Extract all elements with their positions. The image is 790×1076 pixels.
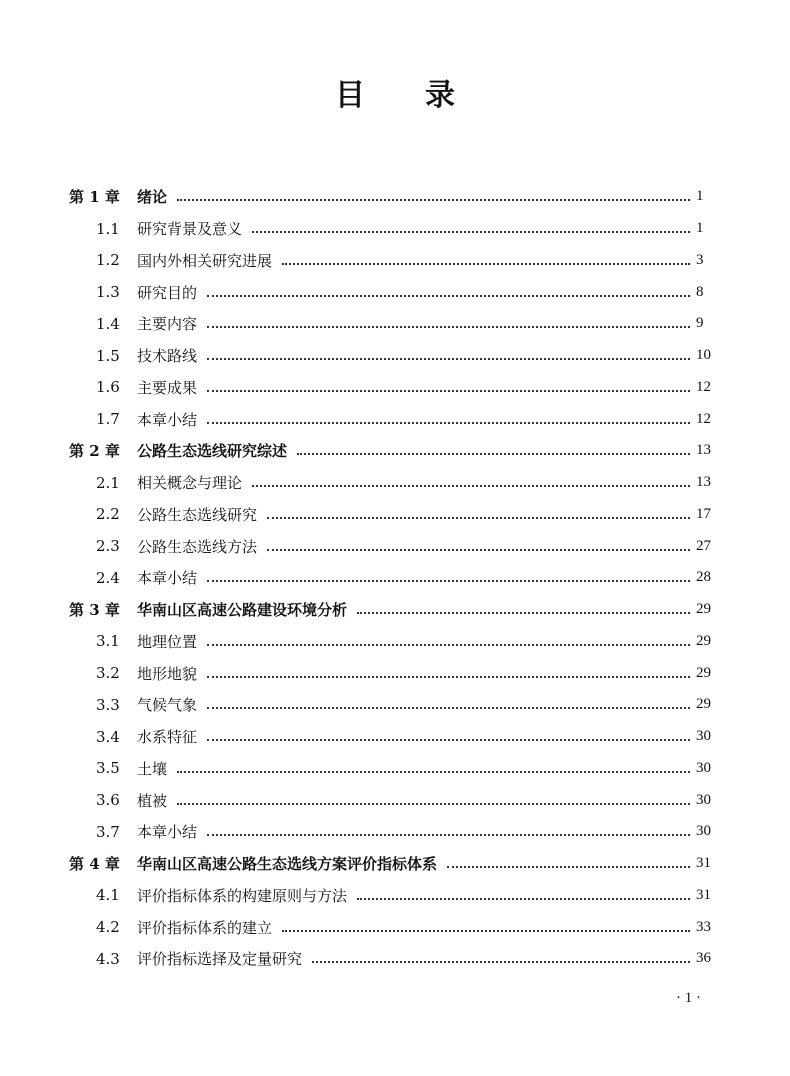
toc-entry-number: 2.2 <box>96 505 120 524</box>
toc-entry-page: 9 <box>696 315 704 332</box>
table-of-contents <box>0 181 790 975</box>
toc-entry-label: 地形地貌 <box>137 664 198 683</box>
toc-entry-label: 技术路线 <box>137 347 198 366</box>
toc-section-row[interactable] <box>0 943 790 975</box>
dot-leader <box>297 452 690 455</box>
dot-leader <box>177 770 690 773</box>
toc-section-row[interactable] <box>0 276 790 308</box>
dot-leader <box>282 929 690 932</box>
toc-entry-page: 31 <box>696 855 711 872</box>
toc-section-row[interactable] <box>0 467 790 499</box>
toc-entry-page: 30 <box>696 759 711 776</box>
toc-section-row[interactable] <box>0 753 790 785</box>
dot-leader <box>207 643 690 646</box>
toc-entry-label: 绪论 <box>137 188 168 207</box>
toc-section-row[interactable] <box>0 308 790 340</box>
toc-section-row[interactable] <box>0 245 790 277</box>
toc-entry-number: 第 2 章 <box>69 442 120 461</box>
dot-leader <box>357 611 690 614</box>
page-title <box>0 70 790 114</box>
dot-leader <box>207 389 690 392</box>
dot-leader <box>252 484 690 487</box>
toc-entry-page: 30 <box>696 791 711 808</box>
toc-entry-label: 气候气象 <box>137 696 198 715</box>
toc-entry-label: 地理位置 <box>137 632 198 651</box>
toc-chapter-row[interactable] <box>0 181 790 213</box>
toc-entry-page: 3 <box>696 251 704 268</box>
toc-entry-number: 第 3 章 <box>69 601 120 620</box>
toc-entry-number: 3.7 <box>96 822 120 841</box>
toc-section-row[interactable] <box>0 911 790 943</box>
toc-entry-page: 1 <box>696 188 704 205</box>
toc-entry-number: 3.5 <box>96 759 120 778</box>
toc-entry-page: 17 <box>696 505 711 522</box>
toc-entry-number: 1.4 <box>96 314 120 333</box>
toc-entry-number: 1.1 <box>96 219 120 238</box>
toc-entry-number: 4.1 <box>96 886 120 905</box>
title-char-1: 目 <box>335 78 365 113</box>
toc-entry-page: 13 <box>696 442 711 459</box>
toc-entry-page: 29 <box>696 664 711 681</box>
toc-entry-number: 2.4 <box>96 568 120 587</box>
toc-entry-number: 3.4 <box>96 727 120 746</box>
toc-entry-label: 研究目的 <box>137 283 198 302</box>
toc-entry-page: 10 <box>696 347 711 364</box>
toc-entry-label: 本章小结 <box>137 823 198 842</box>
toc-section-row[interactable] <box>0 499 790 531</box>
toc-section-row[interactable] <box>0 721 790 753</box>
toc-entry-page: 30 <box>696 823 711 840</box>
dot-leader <box>267 516 690 519</box>
toc-entry-number: 2.1 <box>96 473 120 492</box>
toc-entry-page: 31 <box>696 886 711 903</box>
dot-leader <box>357 897 690 900</box>
toc-entry-label: 公路生态选线研究综述 <box>137 442 288 461</box>
toc-entry-page: 28 <box>696 569 711 586</box>
toc-entry-page: 36 <box>696 950 711 967</box>
toc-entry-number: 1.7 <box>96 410 120 429</box>
toc-entry-label: 植被 <box>137 791 168 810</box>
toc-entry-label: 国内外相关研究进展 <box>137 251 273 270</box>
dot-leader <box>177 198 690 201</box>
toc-entry-label: 主要成果 <box>137 378 198 397</box>
toc-entry-number: 第 4 章 <box>69 855 120 874</box>
title-char-2: 录 <box>425 78 455 113</box>
dot-leader <box>447 865 690 868</box>
toc-entry-label: 评价指标选择及定量研究 <box>137 950 303 969</box>
toc-entry-label: 公路生态选线方法 <box>137 537 258 556</box>
dot-leader <box>207 833 690 836</box>
toc-entry-label: 主要内容 <box>137 315 198 334</box>
toc-entry-label: 评价指标体系的建立 <box>137 918 273 937</box>
toc-section-row[interactable] <box>0 626 790 658</box>
toc-section-row[interactable] <box>0 530 790 562</box>
toc-entry-page: 27 <box>696 537 711 554</box>
toc-section-row[interactable] <box>0 213 790 245</box>
toc-entry-number: 3.6 <box>96 791 120 810</box>
toc-entry-page: 33 <box>696 918 711 935</box>
dot-leader <box>207 357 690 360</box>
toc-section-row[interactable] <box>0 880 790 912</box>
toc-section-row[interactable] <box>0 562 790 594</box>
toc-entry-number: 4.2 <box>96 918 120 937</box>
toc-entry-label: 本章小结 <box>137 569 198 588</box>
dot-leader <box>282 262 690 265</box>
toc-section-row[interactable] <box>0 689 790 721</box>
toc-section-row[interactable] <box>0 372 790 404</box>
toc-entry-page: 8 <box>696 283 704 300</box>
toc-entry-page: 29 <box>696 696 711 713</box>
toc-entry-page: 30 <box>696 728 711 745</box>
toc-section-row[interactable] <box>0 403 790 435</box>
toc-entry-label: 研究背景及意义 <box>137 220 243 239</box>
toc-entry-page: 29 <box>696 601 711 618</box>
toc-entry-label: 土壤 <box>137 759 168 778</box>
dot-leader <box>312 960 690 963</box>
toc-entry-page: 12 <box>696 378 711 395</box>
toc-chapter-row[interactable] <box>0 594 790 626</box>
toc-entry-page: 1 <box>696 220 704 237</box>
toc-entry-label: 评价指标体系的构建原则与方法 <box>137 886 348 905</box>
toc-chapter-row[interactable] <box>0 848 790 880</box>
dot-leader <box>207 325 690 328</box>
toc-entry-page: 13 <box>696 474 711 491</box>
toc-entry-number: 2.3 <box>96 537 120 556</box>
toc-entry-number: 1.3 <box>96 283 120 302</box>
toc-section-row[interactable] <box>0 816 790 848</box>
dot-leader <box>267 548 690 551</box>
dot-leader <box>207 294 690 297</box>
toc-entry-label: 公路生态选线研究 <box>137 505 258 524</box>
toc-entry-label: 相关概念与理论 <box>137 474 243 493</box>
toc-entry-number: 第 1 章 <box>69 188 120 207</box>
toc-entry-number: 3.3 <box>96 695 120 714</box>
toc-section-row[interactable] <box>0 657 790 689</box>
toc-entry-number: 3.2 <box>96 664 120 683</box>
dot-leader <box>207 706 690 709</box>
toc-entry-number: 1.5 <box>96 346 120 365</box>
toc-chapter-row[interactable] <box>0 435 790 467</box>
dot-leader <box>207 421 690 424</box>
dot-leader <box>207 675 690 678</box>
toc-entry-page: 29 <box>696 632 711 649</box>
toc-entry-number: 3.1 <box>96 632 120 651</box>
toc-entry-label: 水系特征 <box>137 728 198 747</box>
toc-entry-label: 华南山区高速公路生态选线方案评价指标体系 <box>137 855 438 874</box>
dot-leader <box>252 230 690 233</box>
toc-section-row[interactable] <box>0 784 790 816</box>
dot-leader <box>177 802 690 805</box>
toc-entry-number: 4.3 <box>96 949 120 968</box>
toc-entry-label: 华南山区高速公路建设环境分析 <box>137 601 348 620</box>
toc-entry-label: 本章小结 <box>137 410 198 429</box>
toc-entry-page: 12 <box>696 410 711 427</box>
page-number: · 1 · <box>676 990 701 1006</box>
toc-entry-number: 1.6 <box>96 378 120 397</box>
dot-leader <box>207 738 690 741</box>
dot-leader <box>207 579 690 582</box>
toc-entry-number: 1.2 <box>96 251 120 270</box>
toc-section-row[interactable] <box>0 340 790 372</box>
